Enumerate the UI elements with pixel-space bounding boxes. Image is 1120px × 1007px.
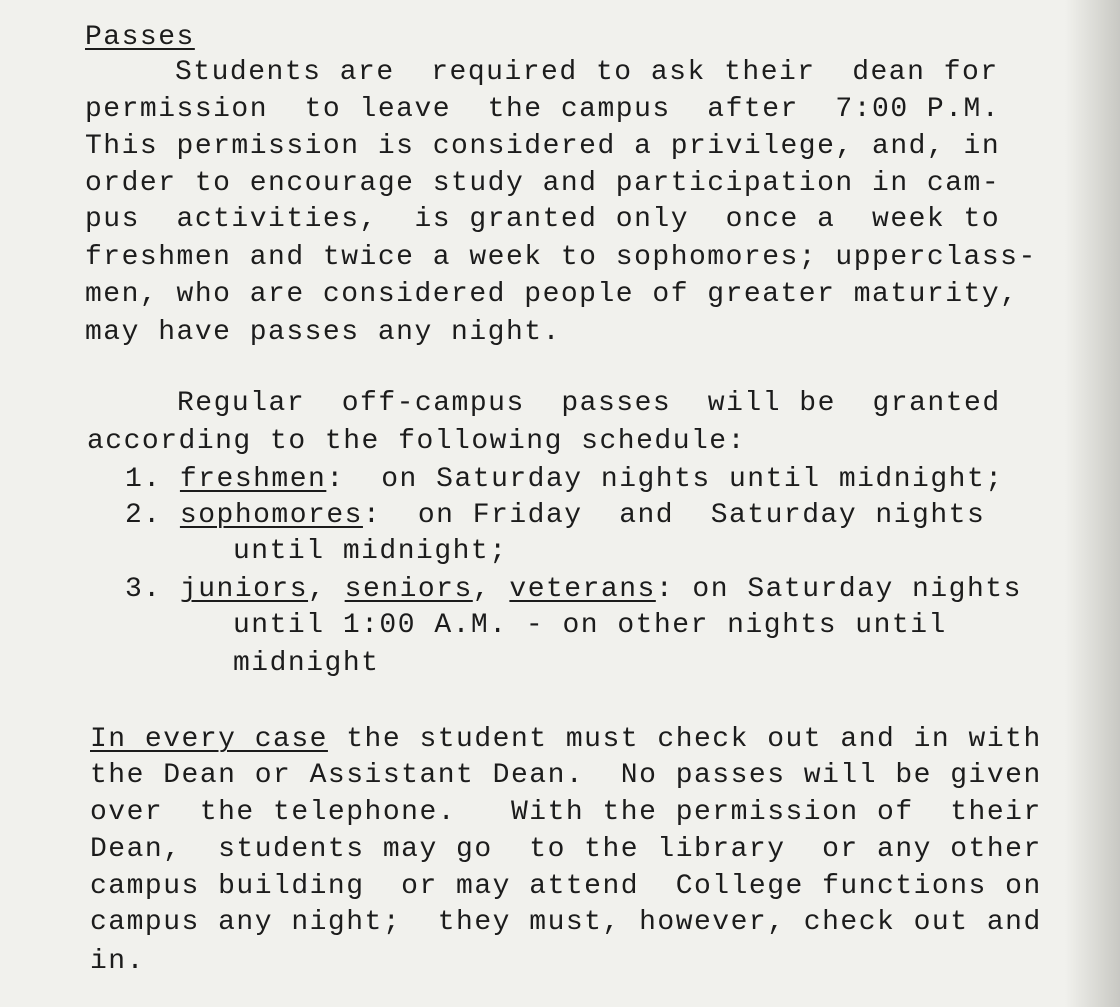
text-line [233,645,379,683]
text-segment: campus any night; they must, however, check out and [90,907,1042,938]
underlined-text: In every case [90,724,328,755]
text-segment: campus building or may attend College functions on [90,871,1042,902]
text-segment: , [308,574,345,605]
text-line [85,239,1037,277]
text-segment: order to encourage study and participation in cam- [85,168,1001,199]
underlined-text: seniors [344,574,473,605]
text-line [90,757,1042,795]
text-line [85,276,1018,314]
text-segment: until midnight; [233,536,508,567]
text-line [125,571,1022,609]
text-segment: , [472,574,510,605]
text-segment: Students are required to ask their dean for [175,57,999,88]
text-segment: until 1:00 A.M. - on other nights until [233,610,947,641]
text-line [87,423,746,461]
text-segment: pus activities, is granted only once a week to [85,204,1001,235]
text-segment: This permission is considered a privilege, and, in [85,131,1001,162]
text-line [90,794,1042,832]
text-segment: 2. [125,500,180,531]
text-line [125,461,1004,499]
text-line [233,533,508,571]
text-segment: 3. [125,574,180,605]
underlined-text: freshmen [179,464,327,495]
text-segment: the Dean or Assistant Dean. No passes will be given [90,760,1042,791]
underlined-text: veterans [509,574,656,605]
text-line [85,314,561,352]
text-line [175,54,999,92]
text-segment: 1. [125,464,180,495]
text-line [90,868,1042,906]
underlined-text: sophomores [179,500,363,531]
text-line [90,721,1042,759]
text-segment: in. [90,946,145,977]
page-edge-shadow [1065,0,1120,1007]
text-segment: permission to leave the campus after 7:00 P.M. [85,94,1001,125]
text-segment: over the telephone. With the permission of their [90,797,1042,828]
text-segment: may have passes any night. [85,317,561,348]
text-segment: : on Saturday nights until midnight; [326,464,1004,495]
text-segment: Dean, students may go to the library or any other [90,834,1042,865]
underlined-text: juniors [179,574,309,605]
text-segment: according to the following schedule: [87,426,746,457]
text-line [90,831,1042,869]
text-line [125,497,985,535]
text-line [90,904,1042,942]
section-heading: Passes [85,22,195,53]
text-segment: midnight [233,648,380,679]
text-line [177,385,1001,423]
text-line [85,201,1000,239]
text-segment: men, who are considered people of greater maturity, [85,279,1019,310]
text-line [90,943,145,981]
text-segment: freshmen and twice a week to sophomores; upperclass- [85,242,1037,273]
text-segment: the student must check out and in with [327,724,1042,755]
text-line [85,91,1000,129]
text-line [233,607,947,645]
text-line [85,128,1000,166]
text-segment: Regular off-campus passes will be granted [177,388,1001,419]
text-segment: : on Saturday nights [655,574,1022,605]
text-line [85,165,1000,203]
text-segment: : on Friday and Saturday nights [362,500,986,531]
